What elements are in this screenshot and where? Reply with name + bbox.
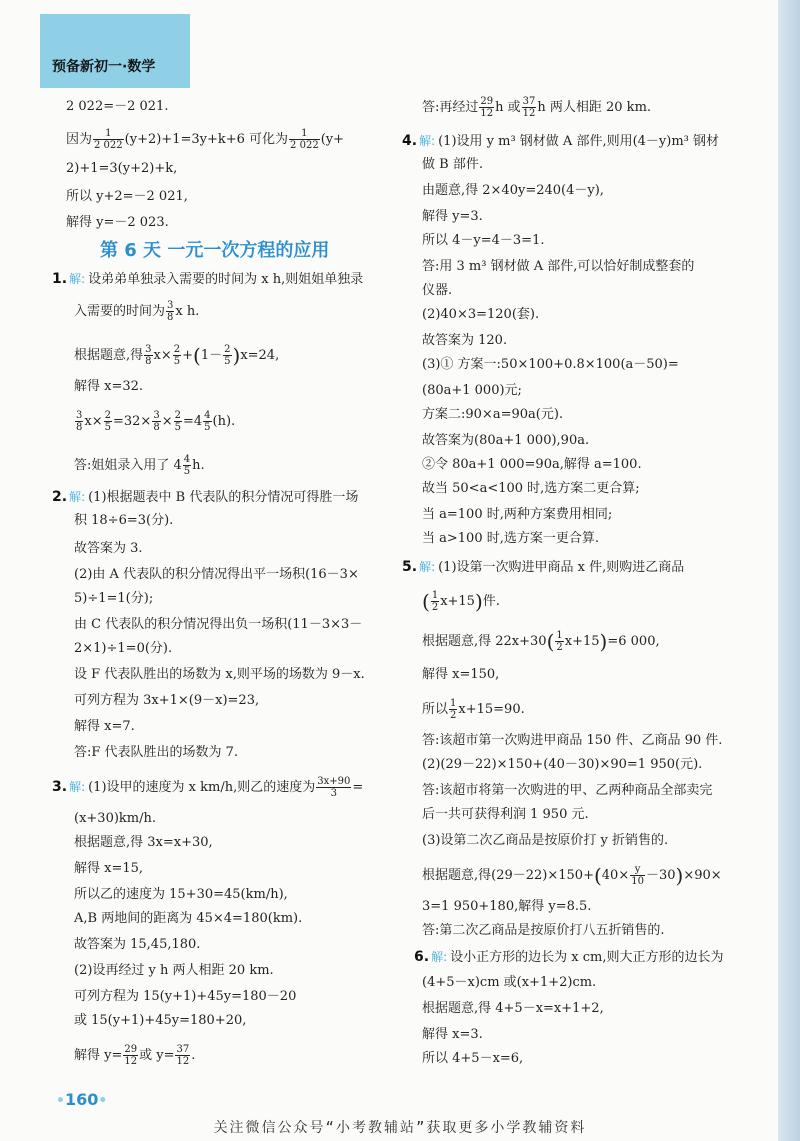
text-line: 方案二:90×a=90a(元).	[422, 407, 564, 422]
text-line: 故当 50<a<100 时,选方案二更合算;	[422, 481, 640, 496]
text-line: 5)÷1=1(分);	[74, 591, 154, 606]
page-number: •160•	[56, 1090, 108, 1109]
text-line: 根据题意,得(29－22)×150+(40× $\frac{y}{10}$ －30)×90×	[422, 863, 722, 888]
text-line: 答:第二次乙商品是按原价打八五折销售的.	[422, 923, 665, 938]
text-line: 所以 y+2=－2 021,	[66, 189, 188, 204]
text-line: (2)(29－22)×150+(40－30)×90=1 950(元).	[422, 757, 703, 772]
text-line: (2)由 A 代表队的积分情况得出平一场积(16－3×	[74, 567, 359, 582]
text-line: 解得 x=150,	[422, 667, 500, 682]
footer-watermark: 关注微信公众号“小考教辅站”获取更多小学教辅资料	[213, 1120, 587, 1136]
question-number: 3.	[52, 779, 68, 795]
text-line: 或 15(y+1)+45y=180+20,	[74, 1013, 247, 1028]
text-line: 故答案为 3.	[74, 541, 143, 556]
text-line: 可列方程为 3x+1×(9－x)=23,	[74, 693, 260, 708]
text-line: ②令 80a+1 000=90a,解得 a=100.	[422, 457, 642, 472]
text-line: 由 C 代表队的积分情况得出负一场积(11－3×3－	[74, 617, 363, 632]
text-line: 故答案为 120.	[422, 333, 508, 348]
text-line: 解得 x=32.	[74, 379, 144, 394]
text-line: 2 022=－2 021.	[66, 99, 169, 114]
solution-marker: 解:	[419, 134, 436, 148]
question-number: 6.	[414, 949, 430, 965]
text-line: 故答案为(80a+1 000),90a.	[422, 433, 590, 448]
text-line: 做 B 部件.	[422, 157, 483, 172]
question-3: 3. 解: (1)设甲的速度为 x km/h,则乙的速度为 $\frac{3x+90}{3}$ =	[52, 776, 364, 799]
text-line: (x+30)km/h.	[74, 811, 156, 826]
text-line: 解得 x=15,	[74, 861, 144, 876]
text-line: (80a+1 000)元;	[422, 383, 522, 398]
text-line: 根据题意,得 22x+30( $\frac{1}{2}$ x+15)=6 000,	[422, 629, 660, 654]
text-line: (3)① 方案一:50×100+0.8×100(a－50)=	[422, 357, 679, 372]
text-line: 解得 x=7.	[74, 719, 135, 734]
question-number: 2.	[52, 489, 68, 505]
text-line: 答:该超市第一次购进甲商品 150 件、乙商品 90 件.	[422, 733, 723, 748]
text-line: 3=1 950+180,解得 y=8.5.	[422, 899, 592, 914]
solution-marker: 解:	[69, 780, 86, 794]
text-line: 后一共可获得利润 1 950 元.	[422, 807, 589, 822]
solution-marker: 解:	[419, 560, 436, 574]
text-line: 根据题意,得 $\frac{3}{8}$ x× $\frac{2}{5}$ +(1－ $\frac{2}{5}$ )x=24,	[74, 343, 280, 368]
text-line: 根据题意,得 4+5－x=x+1+2,	[422, 1001, 604, 1016]
question-6: 6. 解: 设小正方形的边长为 x cm,则大正方形的边长为	[414, 949, 724, 965]
text-line: 答:再经过 $\frac{29}{12}$ h 或 $\frac{37}{12}$ h 两人相距 20 km.	[422, 96, 652, 119]
text-line: (2)设再经过 y h 两人相距 20 km.	[74, 963, 274, 978]
question-1: 1. 解: 设弟弟单独录入需要的时间为 x h,则姐姐单独录	[52, 271, 364, 287]
text-line: 当 a>100 时,选方案一更合算.	[422, 531, 599, 546]
text-line: 解得 x=3.	[422, 1027, 483, 1042]
text-line: $\frac{3}{8}$ x× $\frac{2}{5}$ =32× $\frac{3}{8}$ × $\frac{2}{5}$ =4 $\frac{4}{5}$ (h).	[76, 410, 236, 433]
text-line: 所以 4+5－x=6,	[422, 1051, 524, 1066]
text-line: 解得 y=－2 023.	[66, 215, 169, 230]
section-title: 第 6 天 一元一次方程的应用	[100, 240, 330, 261]
text-line: 当 a=100 时,两种方案费用相同;	[422, 507, 613, 522]
text-line: 答:用 3 m³ 钢材做 A 部件,可以恰好制成整套的	[422, 259, 695, 274]
text-line: (2)40×3=120(套).	[422, 307, 540, 322]
text-line: 设 F 代表队胜出的场数为 x,则平场的场数为 9－x.	[74, 667, 365, 682]
text-line: 所以乙的速度为 15+30=45(km/h),	[74, 887, 288, 902]
text-line: ( $\frac{1}{2}$ x+15)件.	[422, 589, 500, 614]
question-number: 4.	[402, 133, 418, 149]
text-line: A,B 两地间的距离为 45×4=180(km).	[74, 911, 303, 926]
text-line: 2)+1=3(y+2)+k,	[66, 161, 178, 176]
question-4: 4. 解: (1)设用 y m³ 钢材做 A 部件,则用(4－y)m³ 钢材	[402, 133, 720, 149]
text-line: 由题意,得 2×40y=240(4－y),	[422, 183, 604, 198]
text-line: 故答案为 15,45,180.	[74, 937, 201, 952]
text-line: 根据题意,得 3x=x+30,	[74, 835, 213, 850]
question-5: 5. 解: (1)设第一次购进甲商品 x 件,则购进乙商品	[402, 559, 685, 575]
text-line: 答:该超市将第一次购进的甲、乙两种商品全部卖完	[422, 783, 713, 798]
text-line: (3)设第二次乙商品是按原价打 y 折销售的.	[422, 833, 669, 848]
question-number: 5.	[402, 559, 418, 575]
question-number: 1.	[52, 271, 68, 287]
text-line: 可列方程为 15(y+1)+45y=180－20	[74, 989, 297, 1004]
text-line: 积 18÷6=3(分).	[74, 513, 174, 528]
solution-marker: 解:	[431, 950, 448, 964]
header-title: 预备新初一·数学	[52, 59, 156, 75]
text-line: (4+5－x)cm 或(x+1+2)cm.	[422, 975, 597, 990]
text-line: 所以 $\frac{1}{2}$ x+15=90.	[422, 698, 525, 721]
solution-marker: 解:	[69, 272, 86, 286]
text-line: 答:姐姐录入用了 4 $\frac{4}{5}$ h.	[74, 454, 205, 477]
text-line: 入需要的时间为 $\frac{3}{8}$ x h.	[74, 300, 200, 323]
text-line: 所以 4－y=4－3=1.	[422, 233, 545, 248]
text-line: 仪器.	[422, 283, 453, 298]
header-color-block	[40, 14, 190, 88]
text-line: 答:F 代表队胜出的场数为 7.	[74, 745, 239, 760]
page-edge-strip	[778, 0, 800, 1141]
text-line: 因为 $\frac{1}{2 022}$ (y+2)+1=3y+k+6 可化为 $\frac{1}{2 022}$ (y+	[66, 128, 344, 151]
text-line: 解得 y= $\frac{29}{12}$ 或 y= $\frac{37}{12}$ .	[74, 1044, 196, 1067]
solution-marker: 解:	[69, 490, 86, 504]
text-line: 解得 y=3.	[422, 209, 483, 224]
text-line: 2×1)÷1=0(分).	[74, 641, 173, 656]
question-2: 2. 解: (1)根据题表中 B 代表队的积分情况可得胜一场	[52, 489, 359, 505]
